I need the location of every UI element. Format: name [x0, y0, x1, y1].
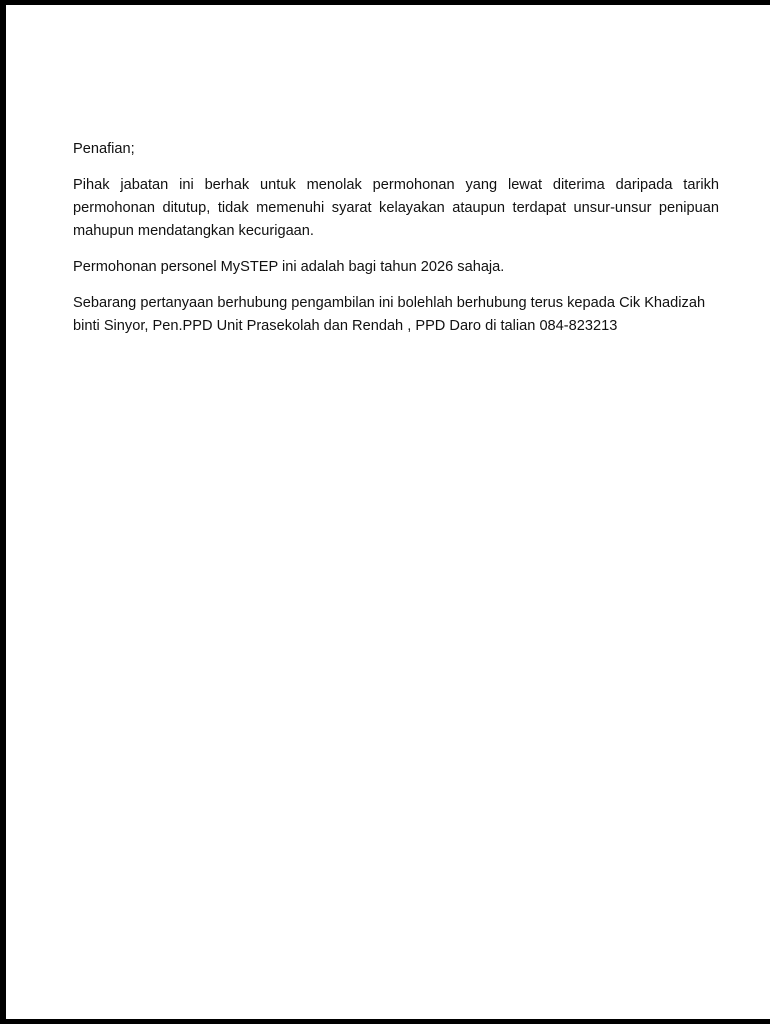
application-year-note: Permohonan personel MySTEP ini adalah bagi tahun 2026 sahaja.: [73, 259, 505, 275]
contact-paragraph: Sebarang pertanyaan berhubung pengambilan ini bolehlah berhubung terus kepada Cik Khadizah binti Sinyor, Pen.PPD Unit Prasekolah dan Rendah , PPD Daro di talian 084-823213: [73, 295, 706, 334]
disclaimer-paragraph: Pihak jabatan ini berhak untuk menolak permohonan yang lewat diterima daripada tarikh permohonan ditutup, tidak memenuhi syarat kelayakan ataupun terdapat unsur-unsur penipuan mahupun mendatangkan kecurigaan.: [73, 177, 719, 239]
disclaimer-heading: Penafian;: [73, 141, 135, 157]
document-body: [73, 138, 719, 351]
